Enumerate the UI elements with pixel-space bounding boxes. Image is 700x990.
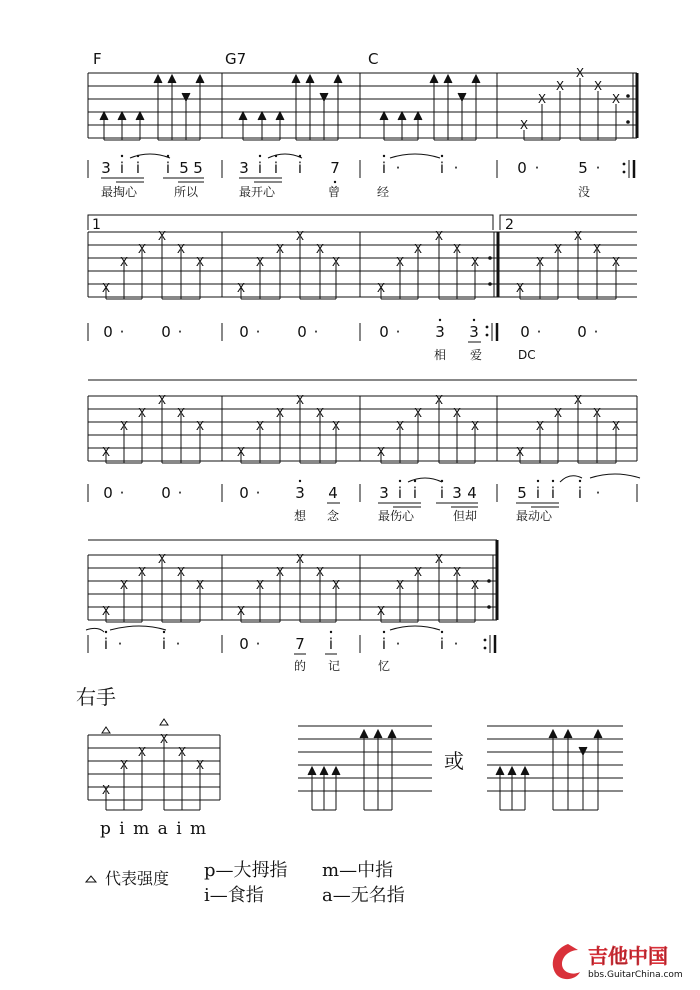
note: i bbox=[577, 484, 583, 502]
svg-text:X: X bbox=[452, 565, 462, 579]
note: · bbox=[395, 159, 401, 177]
lyric: 最掏心 bbox=[101, 185, 138, 199]
svg-text:X: X bbox=[553, 242, 563, 256]
note: 4 bbox=[467, 484, 477, 502]
svg-text:X: X bbox=[519, 118, 529, 132]
svg-text:X: X bbox=[295, 229, 305, 243]
note: i bbox=[412, 484, 418, 502]
numbered-notation bbox=[88, 474, 640, 507]
note: 0 bbox=[239, 323, 249, 341]
svg-text:X: X bbox=[177, 745, 187, 759]
row-4 bbox=[86, 540, 497, 673]
note: · bbox=[175, 635, 181, 653]
numbered-notation bbox=[88, 319, 598, 342]
svg-text:X: X bbox=[176, 406, 186, 420]
note: i bbox=[257, 159, 263, 177]
svg-text:X: X bbox=[413, 565, 423, 579]
chord-label-f: F bbox=[93, 50, 102, 68]
note: · bbox=[119, 484, 125, 502]
svg-text:X: X bbox=[176, 565, 186, 579]
svg-text:X: X bbox=[331, 255, 341, 269]
note: 3 bbox=[101, 159, 111, 177]
lyric: 想 bbox=[294, 509, 307, 523]
svg-text:X: X bbox=[236, 604, 246, 618]
svg-text:X: X bbox=[119, 578, 129, 592]
arpeggio-pattern bbox=[524, 78, 616, 140]
lyrics bbox=[294, 508, 553, 523]
svg-text:X: X bbox=[315, 242, 325, 256]
x-marks bbox=[102, 393, 620, 459]
svg-text:X: X bbox=[176, 242, 186, 256]
lyric: 没 bbox=[578, 185, 591, 199]
svg-text:X: X bbox=[611, 255, 621, 269]
note: · bbox=[255, 484, 261, 502]
note: i bbox=[103, 635, 109, 653]
svg-text:X: X bbox=[395, 255, 405, 269]
note: 0 bbox=[103, 323, 113, 341]
svg-text:X: X bbox=[331, 578, 341, 592]
note: 0 bbox=[379, 323, 389, 341]
a-definition: a—无名指 bbox=[322, 885, 405, 906]
legend-strum-pattern-b bbox=[487, 726, 623, 810]
note: · bbox=[255, 323, 261, 341]
note: · bbox=[313, 323, 319, 341]
or-label: 或 bbox=[444, 749, 464, 773]
guitar-flame-logo-icon bbox=[553, 944, 580, 979]
svg-text:X: X bbox=[470, 419, 480, 433]
svg-text:X: X bbox=[195, 578, 205, 592]
svg-text:X: X bbox=[515, 281, 525, 295]
svg-text:X: X bbox=[101, 281, 111, 295]
svg-text:X: X bbox=[236, 281, 246, 295]
svg-text:X: X bbox=[195, 419, 205, 433]
svg-text:X: X bbox=[573, 393, 583, 407]
note: 7 bbox=[295, 635, 305, 653]
note: · bbox=[117, 635, 123, 653]
legend-heading: 右手 bbox=[76, 685, 116, 709]
numbered-notation bbox=[88, 154, 634, 183]
svg-text:X: X bbox=[575, 66, 585, 80]
svg-text:X: X bbox=[236, 445, 246, 459]
svg-text:X: X bbox=[593, 79, 603, 93]
svg-text:X: X bbox=[395, 419, 405, 433]
svg-text:X: X bbox=[157, 229, 167, 243]
note: · bbox=[453, 159, 459, 177]
note: · bbox=[255, 635, 261, 653]
x-marks bbox=[102, 552, 479, 618]
svg-text:X: X bbox=[275, 565, 285, 579]
repeat-dot bbox=[626, 94, 630, 98]
svg-text:X: X bbox=[376, 281, 386, 295]
svg-text:X: X bbox=[195, 758, 205, 772]
p-definition: p—大拇指 bbox=[204, 860, 288, 881]
svg-text:X: X bbox=[515, 445, 525, 459]
lyric: 所以 bbox=[174, 185, 199, 199]
note: · bbox=[177, 323, 183, 341]
svg-text:X: X bbox=[101, 445, 111, 459]
note: · bbox=[119, 323, 125, 341]
svg-text:X: X bbox=[315, 406, 325, 420]
repeat-dot bbox=[626, 120, 630, 124]
svg-text:X: X bbox=[331, 419, 341, 433]
note: · bbox=[395, 635, 401, 653]
lyric: 记 bbox=[328, 659, 341, 673]
lyric: 最伤心 bbox=[378, 509, 415, 523]
note: 5 bbox=[517, 484, 527, 502]
note: i bbox=[381, 159, 387, 177]
note: 3 bbox=[239, 159, 249, 177]
watermark-brand: 吉他中国 bbox=[588, 944, 668, 968]
lyric: 的 bbox=[294, 659, 307, 673]
note: · bbox=[534, 159, 540, 177]
note: i bbox=[119, 159, 125, 177]
accent-caret-icon bbox=[102, 719, 168, 733]
note: 0 bbox=[297, 323, 307, 341]
svg-text:X: X bbox=[119, 758, 129, 772]
note: i bbox=[550, 484, 556, 502]
svg-text:X: X bbox=[119, 419, 129, 433]
lyric-dc: DC bbox=[518, 348, 536, 362]
note: 3 bbox=[295, 484, 305, 502]
note: i bbox=[397, 484, 403, 502]
svg-text:X: X bbox=[592, 242, 602, 256]
lyric: 曾 bbox=[328, 185, 341, 199]
note: i bbox=[297, 159, 303, 177]
note: i bbox=[535, 484, 541, 502]
guitarchina-watermark bbox=[553, 944, 683, 980]
note: i bbox=[439, 635, 445, 653]
note: 3 bbox=[435, 323, 445, 341]
lyric: 经 bbox=[377, 185, 390, 199]
svg-text:X: X bbox=[255, 255, 265, 269]
svg-text:X: X bbox=[255, 578, 265, 592]
lyric: 忆 bbox=[378, 659, 391, 673]
note: 0 bbox=[520, 323, 530, 341]
note: 3 bbox=[469, 323, 479, 341]
note: i bbox=[439, 484, 445, 502]
svg-text:X: X bbox=[137, 242, 147, 256]
chord-label-g7: G7 bbox=[225, 50, 247, 68]
lyrics bbox=[294, 658, 390, 673]
svg-text:X: X bbox=[157, 393, 167, 407]
note: 0 bbox=[239, 484, 249, 502]
note: i bbox=[381, 635, 387, 653]
note: · bbox=[177, 484, 183, 502]
note: · bbox=[395, 323, 401, 341]
watermark-url: bbs.GuitarChina.com bbox=[588, 970, 683, 980]
svg-text:X: X bbox=[452, 242, 462, 256]
svg-text:X: X bbox=[434, 552, 444, 566]
svg-text:X: X bbox=[470, 578, 480, 592]
lyrics bbox=[101, 184, 590, 199]
numbered-notation bbox=[86, 626, 495, 654]
note: 0 bbox=[577, 323, 587, 341]
right-hand-legend bbox=[76, 685, 623, 906]
svg-text:X: X bbox=[295, 552, 305, 566]
legend-arpeggio-staff bbox=[88, 735, 220, 810]
svg-text:X: X bbox=[434, 229, 444, 243]
svg-text:X: X bbox=[535, 419, 545, 433]
svg-text:X: X bbox=[137, 745, 147, 759]
volta-brackets bbox=[88, 215, 637, 230]
note: i bbox=[273, 159, 279, 177]
note: · bbox=[453, 635, 459, 653]
svg-text:X: X bbox=[611, 419, 621, 433]
svg-text:X: X bbox=[452, 406, 462, 420]
lyric: 最动心 bbox=[516, 509, 553, 523]
note: · bbox=[536, 323, 542, 341]
finger-letters: p i m a i m bbox=[100, 819, 208, 839]
i-definition: i—食指 bbox=[204, 885, 264, 906]
svg-text:X: X bbox=[315, 565, 325, 579]
strum-pattern bbox=[100, 75, 204, 140]
note: 0 bbox=[517, 159, 527, 177]
lyric: 相 bbox=[434, 348, 447, 362]
note: 5 bbox=[179, 159, 189, 177]
row-2 bbox=[88, 215, 637, 362]
note: · bbox=[595, 484, 601, 502]
note: 0 bbox=[103, 484, 113, 502]
svg-text:X: X bbox=[592, 406, 602, 420]
volta-1-label: 1 bbox=[92, 217, 101, 233]
svg-text:X: X bbox=[555, 79, 565, 93]
note: 4 bbox=[328, 484, 338, 502]
lyric: 但却 bbox=[453, 509, 478, 523]
note: · bbox=[593, 323, 599, 341]
svg-text:X: X bbox=[535, 255, 545, 269]
svg-text:X: X bbox=[137, 406, 147, 420]
svg-text:X: X bbox=[101, 783, 111, 797]
note: 3 bbox=[379, 484, 389, 502]
note: i bbox=[135, 159, 141, 177]
svg-text:X: X bbox=[376, 445, 386, 459]
svg-text:X: X bbox=[137, 565, 147, 579]
lyric: 念 bbox=[327, 509, 340, 523]
note: i bbox=[161, 635, 167, 653]
legend-strum-pattern-a bbox=[298, 726, 432, 810]
strum-pattern bbox=[239, 75, 342, 140]
svg-text:X: X bbox=[395, 578, 405, 592]
row-1 bbox=[88, 50, 637, 199]
note: 0 bbox=[239, 635, 249, 653]
lyric: 爱 bbox=[470, 348, 483, 362]
svg-text:X: X bbox=[119, 255, 129, 269]
svg-text:X: X bbox=[295, 393, 305, 407]
svg-text:X: X bbox=[157, 552, 167, 566]
svg-text:X: X bbox=[101, 604, 111, 618]
svg-text:X: X bbox=[413, 242, 423, 256]
note: 3 bbox=[452, 484, 462, 502]
note: i bbox=[439, 159, 445, 177]
strum-pattern bbox=[380, 75, 480, 140]
svg-text:X: X bbox=[195, 255, 205, 269]
accent-caret-icon bbox=[86, 876, 96, 882]
svg-text:X: X bbox=[573, 229, 583, 243]
svg-text:X: X bbox=[376, 604, 386, 618]
row-3 bbox=[88, 380, 640, 523]
svg-text:X: X bbox=[537, 92, 547, 106]
m-definition: m—中指 bbox=[322, 860, 394, 881]
note: 5 bbox=[578, 159, 588, 177]
note: 5 bbox=[193, 159, 203, 177]
svg-text:X: X bbox=[255, 419, 265, 433]
strength-note: 代表强度 bbox=[105, 869, 170, 888]
chord-label-c: C bbox=[368, 50, 379, 68]
svg-text:X: X bbox=[275, 406, 285, 420]
svg-text:X: X bbox=[553, 406, 563, 420]
note: i bbox=[165, 159, 171, 177]
note: 0 bbox=[161, 484, 171, 502]
svg-text:X: X bbox=[275, 242, 285, 256]
svg-text:X: X bbox=[434, 393, 444, 407]
lyrics bbox=[434, 347, 536, 362]
svg-text:X: X bbox=[470, 255, 480, 269]
note: 0 bbox=[161, 323, 171, 341]
x-marks bbox=[102, 229, 620, 295]
svg-text:X: X bbox=[413, 406, 423, 420]
note: · bbox=[595, 159, 601, 177]
volta-2-label: 2 bbox=[505, 217, 514, 233]
note: i bbox=[328, 635, 334, 653]
lyric: 最开心 bbox=[239, 185, 276, 199]
svg-text:X: X bbox=[611, 92, 621, 106]
note: 7 bbox=[330, 159, 340, 177]
svg-text:X: X bbox=[159, 732, 169, 746]
